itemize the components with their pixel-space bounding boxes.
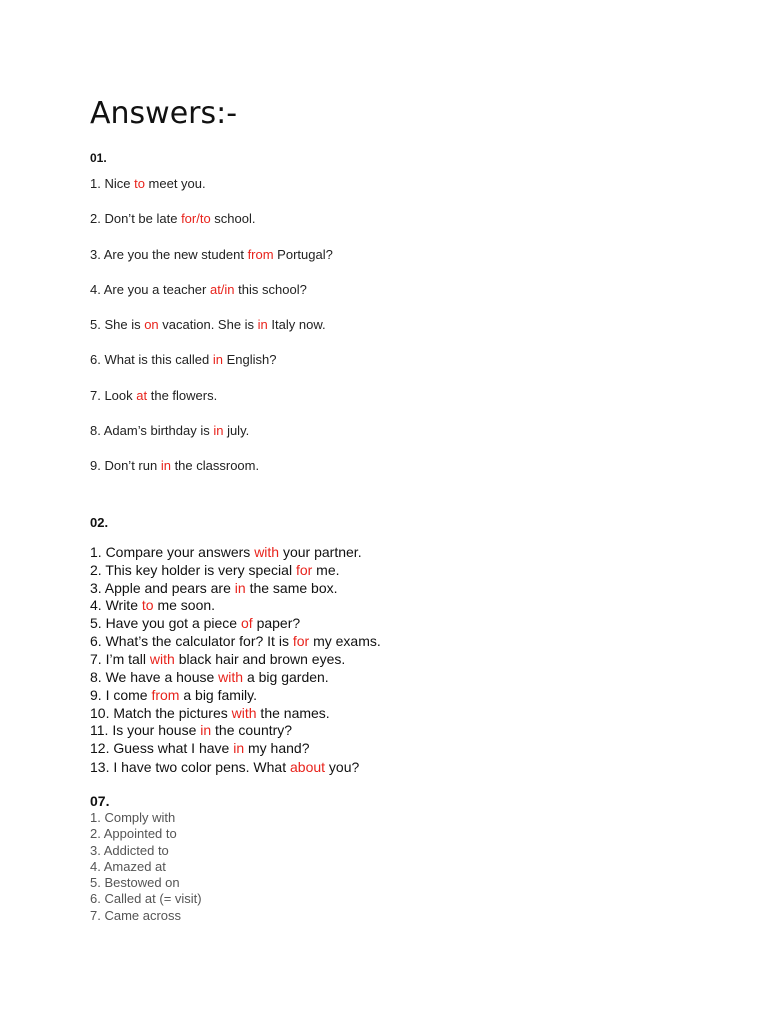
answer-line [90, 758, 359, 776]
question-text: 1. Compare your answers [90, 544, 255, 560]
answer-word: in [213, 423, 224, 438]
answer-word: for [292, 633, 310, 649]
answer-word: with [149, 651, 175, 667]
question-text: my hand? [244, 740, 310, 756]
question-text: 9. Don’t run [90, 458, 161, 473]
question-text: 4. Are you a teacher [90, 282, 210, 297]
question-text: paper? [252, 615, 301, 631]
answer-line [90, 614, 300, 632]
question-text: my exams. [309, 633, 381, 649]
answer-line [90, 721, 292, 739]
answer-word: to [141, 597, 154, 613]
question-text: the flowers. [147, 388, 218, 403]
answer-word: in [257, 317, 268, 332]
question-text: july. [223, 423, 250, 438]
question-text: me. [312, 562, 340, 578]
answer-line [90, 686, 257, 704]
section-heading: 01. [90, 151, 107, 165]
question-text: vacation. She is [158, 317, 258, 332]
question-text: your partner. [279, 544, 362, 560]
question-text: a big family. [179, 687, 258, 703]
answer-word: for [295, 562, 313, 578]
answer-word: in [234, 580, 246, 596]
question-text: a big garden. [243, 669, 329, 685]
answer-line [90, 668, 329, 686]
answer-word: on [144, 317, 159, 332]
question-text: 8. Adam’s birthday is [90, 423, 214, 438]
question-text: 10. Match the pictures [90, 705, 232, 721]
question-text: Italy now. [267, 317, 326, 332]
question-text: the country? [211, 722, 293, 738]
answer-word: in [160, 458, 171, 473]
question-text: English? [222, 352, 277, 367]
answer-line [90, 423, 249, 439]
answer-line [90, 739, 309, 757]
question-text: 8. We have a house [90, 669, 219, 685]
question-text: 5. She is [90, 317, 145, 332]
answer-word: about [290, 759, 326, 775]
question-text: 11. Is your house [90, 722, 201, 738]
answer-word: from [247, 247, 274, 262]
list-item: 5. Bestowed on [90, 875, 180, 890]
question-text: you? [325, 759, 360, 775]
question-text: 7. I’m tall [90, 651, 150, 667]
question-text: 6. What’s the calculator for? It is [90, 633, 293, 649]
section-heading: 02. [90, 515, 109, 530]
page-title: Answers:- [90, 96, 238, 131]
answer-line [90, 352, 276, 368]
answer-line [90, 282, 307, 298]
answer-word: to [134, 176, 145, 191]
list-item: 2. Appointed to [90, 826, 177, 841]
answer-word: in [233, 740, 245, 756]
question-text: this school? [234, 282, 307, 297]
answer-word: at/in [209, 282, 235, 297]
answer-line [90, 388, 217, 404]
question-text: 3. Apple and pears are [90, 580, 235, 596]
question-text: 2. This key holder is very special [90, 562, 296, 578]
answer-word: with [254, 544, 280, 560]
answer-word: of [241, 615, 253, 631]
answer-line [90, 704, 330, 722]
question-text: 5. Have you got a piece [90, 615, 241, 631]
answer-line [90, 543, 362, 561]
list-item: 6. Called at (= visit) [90, 891, 202, 906]
question-text: me soon. [153, 597, 216, 613]
list-item: 7. Came across [90, 908, 182, 923]
answer-line [90, 458, 259, 474]
question-text: 12. Guess what I have [90, 740, 234, 756]
answer-line [90, 632, 381, 650]
answer-word: with [231, 705, 257, 721]
answer-line [90, 561, 340, 579]
answer-line [90, 650, 345, 668]
question-text: the same box. [245, 580, 338, 596]
question-text: 2. Don’t be late [90, 211, 182, 226]
list-item: 3. Addicted to [90, 843, 169, 858]
answer-line [90, 211, 256, 227]
question-text: 1. Nice [90, 176, 135, 191]
answer-word: with [218, 669, 244, 685]
answer-word: in [200, 722, 212, 738]
list-item: 4. Amazed at [90, 859, 166, 874]
answer-word: at [136, 388, 148, 403]
question-text: 4. Write [90, 597, 142, 613]
question-text: 6. What is this called [90, 352, 213, 367]
section-heading: 07. [90, 793, 110, 809]
answer-line [90, 317, 326, 333]
question-text: black hair and brown eyes. [174, 651, 346, 667]
question-text: school. [210, 211, 256, 226]
answer-word: from [151, 687, 180, 703]
question-text: 7. Look [90, 388, 137, 403]
question-text: 13. I have two color pens. What [90, 759, 290, 775]
question-text: the names. [256, 705, 330, 721]
question-text: 3. Are you the new student [90, 247, 248, 262]
answer-word: for/to [181, 211, 211, 226]
answer-word: in [212, 352, 223, 367]
question-text: Portugal? [273, 247, 333, 262]
answer-line [90, 596, 215, 614]
answer-line [90, 579, 338, 597]
answer-line [90, 247, 333, 263]
list-item: 1. Comply with [90, 810, 176, 825]
question-text: meet you. [144, 176, 206, 191]
question-text: 9. I come [90, 687, 152, 703]
answer-line [90, 176, 206, 192]
question-text: the classroom. [170, 458, 260, 473]
